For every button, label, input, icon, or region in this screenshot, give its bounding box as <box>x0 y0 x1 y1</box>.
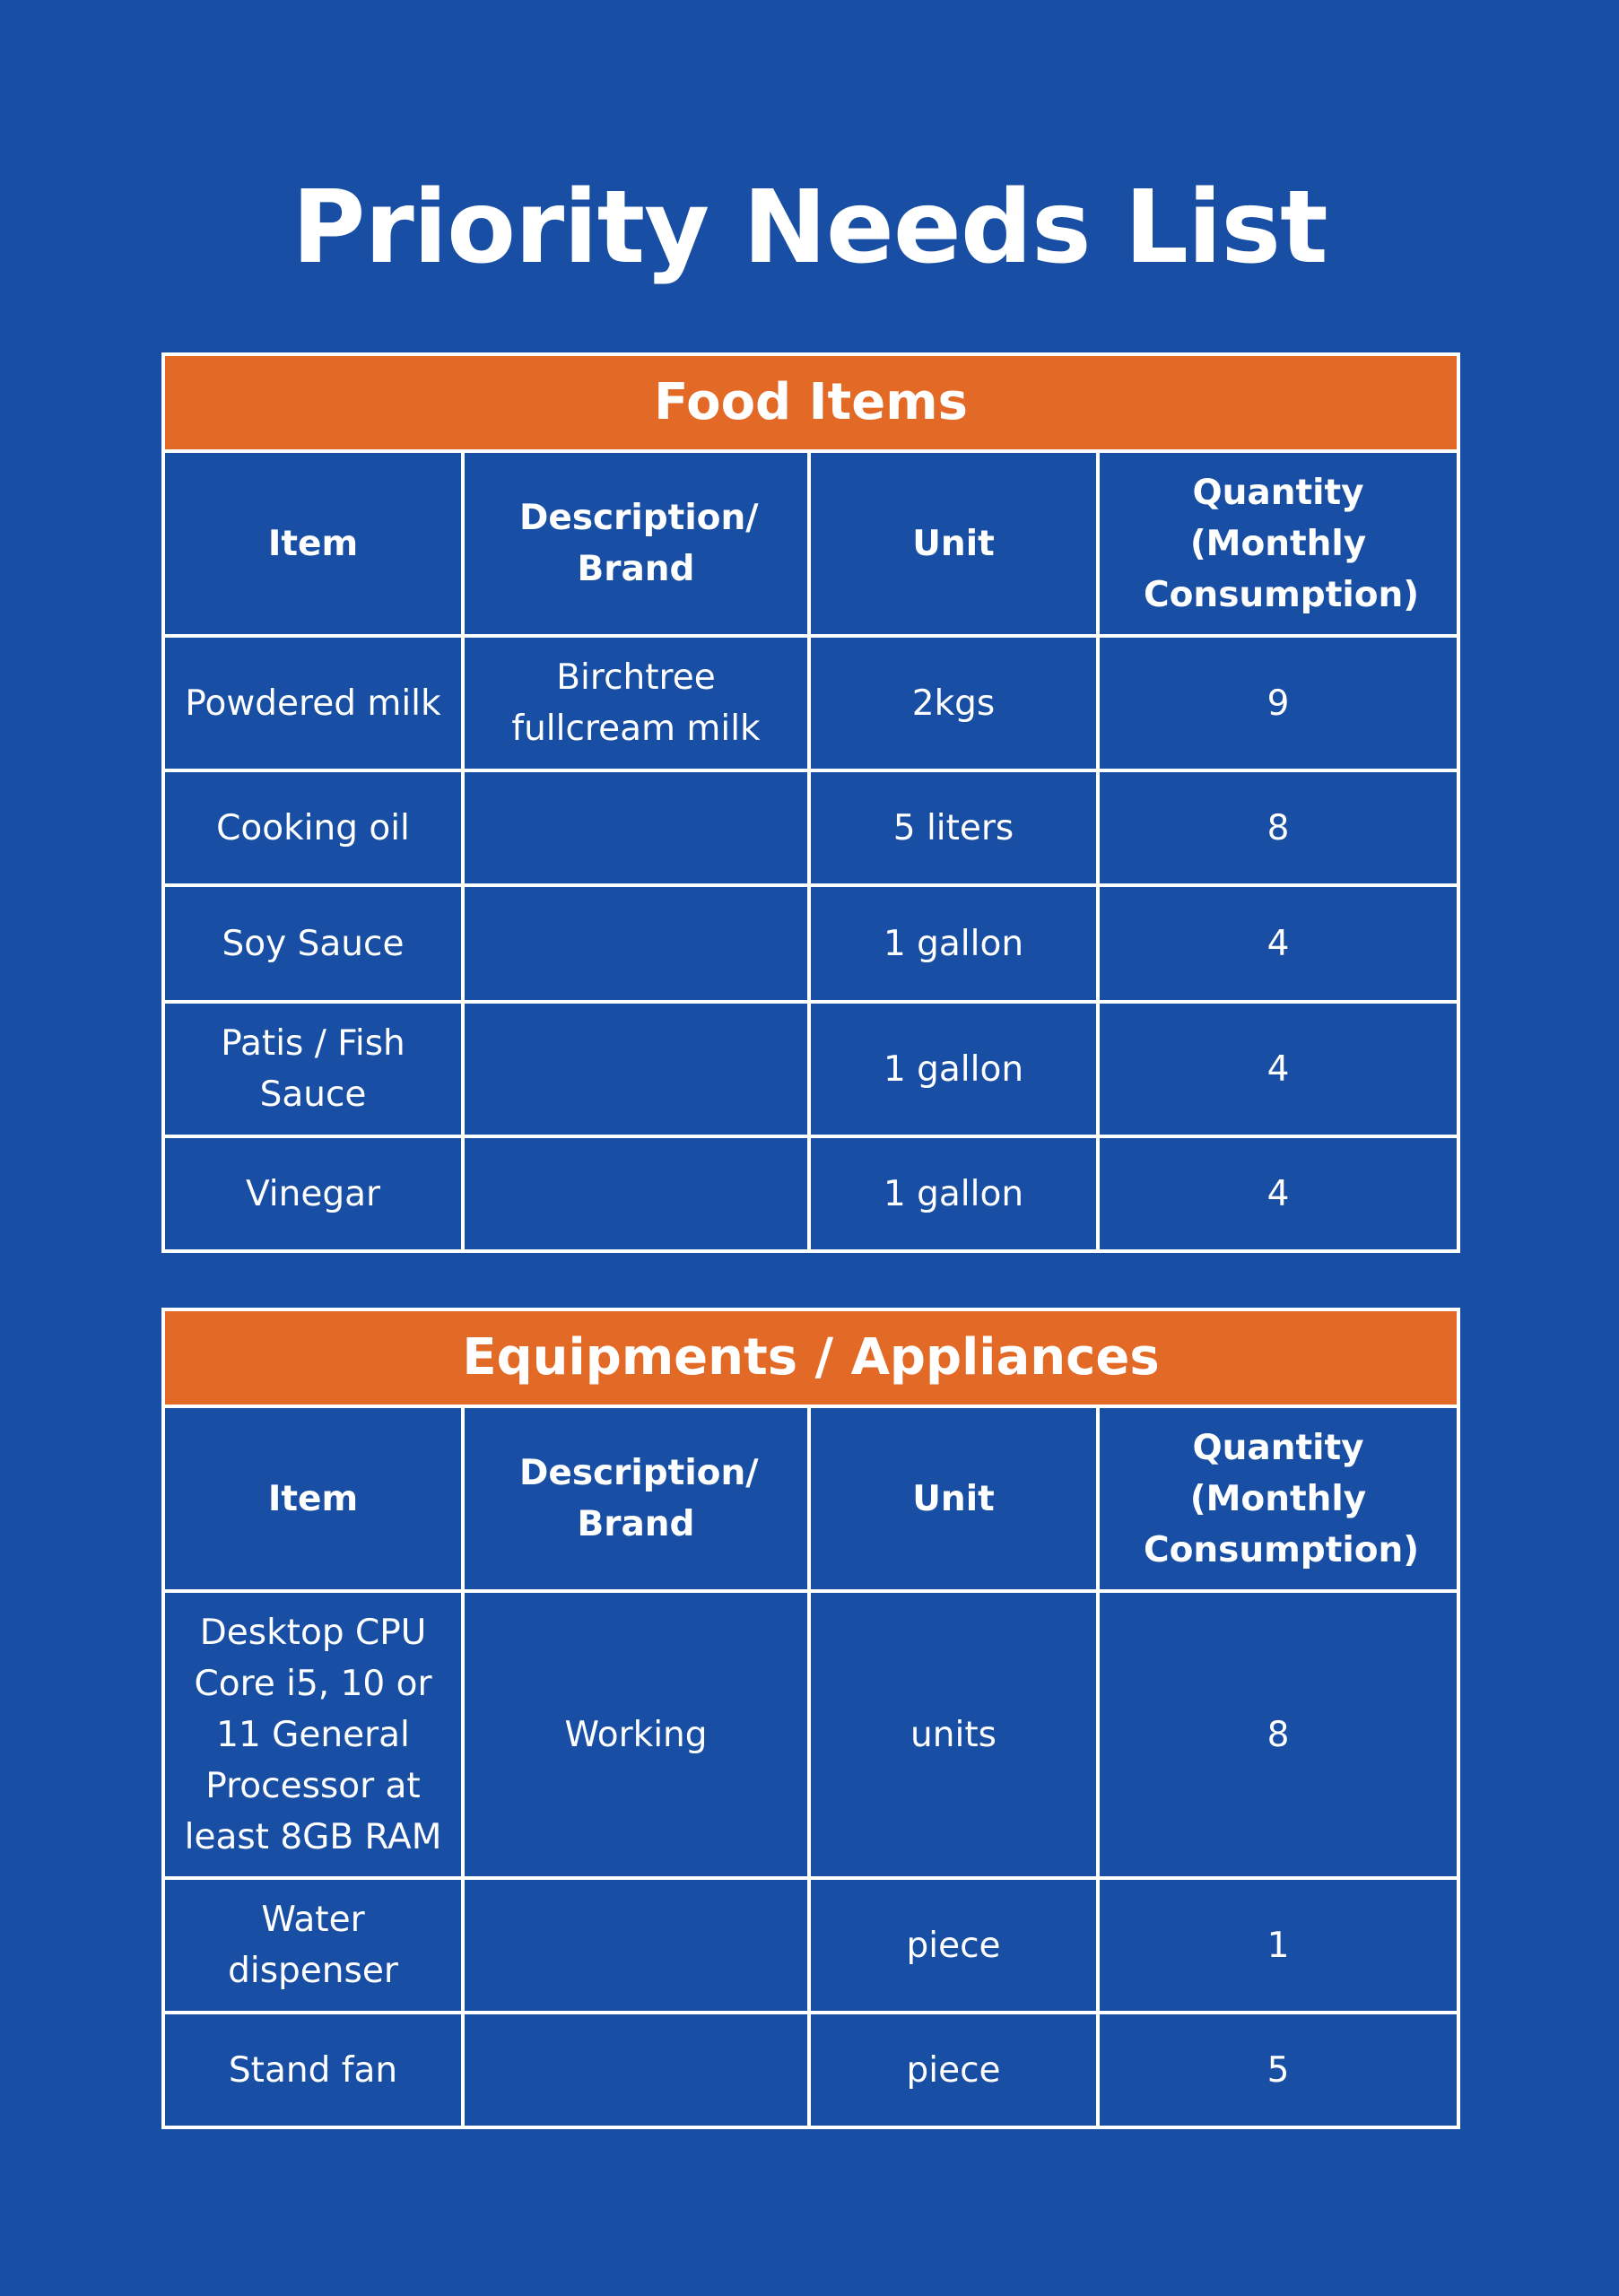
unit-cell: 1 gallon <box>809 1002 1098 1136</box>
item-cell: Stand fan <box>163 2013 463 2127</box>
equipment-header: Equipments / Appliances <box>163 1309 1458 1406</box>
item-cell: Patis / Fish Sauce <box>163 1002 463 1136</box>
quantity-cell: 1 <box>1098 1878 1458 2013</box>
quantity-cell: 4 <box>1098 1002 1458 1136</box>
equipment-section <box>161 1308 1457 2129</box>
column-header-description: Description/ Brand <box>463 1406 809 1591</box>
table-row <box>163 770 1458 885</box>
item-cell: Water dispenser <box>163 1878 463 2013</box>
item-cell: Powdered milk <box>163 636 463 770</box>
quantity-cell: 8 <box>1098 770 1458 885</box>
column-header-description: Description/ Brand <box>463 451 809 636</box>
table-row <box>163 2013 1458 2127</box>
table-row <box>163 1591 1458 1878</box>
unit-cell: piece <box>809 1878 1098 2013</box>
quantity-cell: 4 <box>1098 885 1458 1002</box>
column-header-unit: Unit <box>809 451 1098 636</box>
description-cell <box>463 1136 809 1251</box>
description-cell: Working <box>463 1591 809 1878</box>
description-cell <box>463 770 809 885</box>
table-row <box>163 636 1458 770</box>
table-row <box>163 1136 1458 1251</box>
quantity-cell: 5 <box>1098 2013 1458 2127</box>
unit-cell: piece <box>809 2013 1098 2127</box>
description-cell <box>463 1878 809 2013</box>
description-cell <box>463 885 809 1002</box>
quantity-cell: 4 <box>1098 1136 1458 1251</box>
column-header-item: Item <box>163 451 463 636</box>
food-items-table <box>161 352 1460 1253</box>
item-cell: Cooking oil <box>163 770 463 885</box>
food-items-header: Food Items <box>163 354 1458 451</box>
unit-cell: 2kgs <box>809 636 1098 770</box>
column-header-quantity: Quantity (Monthly Consumption) <box>1098 451 1458 636</box>
quantity-cell: 8 <box>1098 1591 1458 1878</box>
column-header-quantity: Quantity (Monthly Consumption) <box>1098 1406 1458 1591</box>
description-cell: Birchtree fullcream milk <box>463 636 809 770</box>
unit-cell: 5 liters <box>809 770 1098 885</box>
item-cell: Desktop CPU Core i5, 10 or 11 General Processor at least 8GB RAM <box>163 1591 463 1878</box>
description-cell <box>463 2013 809 2127</box>
description-cell <box>463 1002 809 1136</box>
table-row <box>163 885 1458 1002</box>
table-row <box>163 1878 1458 2013</box>
column-header-unit: Unit <box>809 1406 1098 1591</box>
unit-cell: 1 gallon <box>809 885 1098 1002</box>
item-cell: Soy Sauce <box>163 885 463 1002</box>
table-row <box>163 1002 1458 1136</box>
quantity-cell: 9 <box>1098 636 1458 770</box>
unit-cell: 1 gallon <box>809 1136 1098 1251</box>
food-items-section <box>161 352 1457 1253</box>
item-cell: Vinegar <box>163 1136 463 1251</box>
equipment-table <box>161 1308 1460 2129</box>
unit-cell: units <box>809 1591 1098 1878</box>
column-header-item: Item <box>163 1406 463 1591</box>
page-title: Priority Needs List <box>292 170 1327 286</box>
